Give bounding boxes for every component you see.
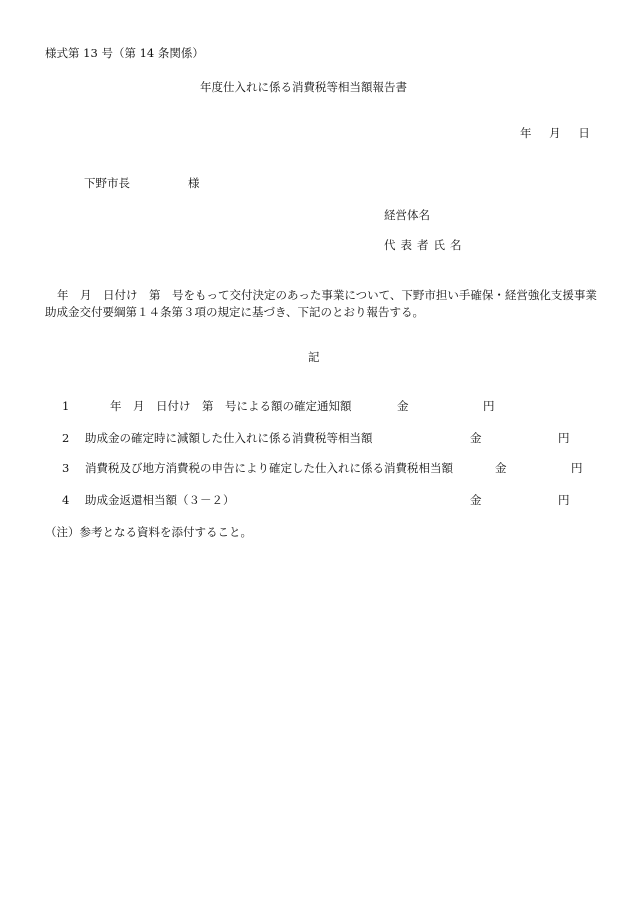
report-date [520, 126, 590, 140]
date-year-label: 年 [520, 126, 532, 140]
item-label: 消費税及び地方消費税の申告により確定した仕入れに係る消費税相当額 [85, 461, 453, 475]
addressee-honorific: 様 [188, 176, 200, 190]
item-unit: 円 [558, 493, 570, 507]
form-number: 様式第 13 号（第 14 条関係） [45, 46, 204, 60]
item-unit: 円 [483, 399, 495, 413]
note-text: （注）参考となる資料を添付すること。 [45, 525, 252, 539]
addressee-name: 下野市長 [84, 176, 130, 190]
item-label: 助成金の確定時に減額した仕入れに係る消費税等相当額 [85, 431, 373, 445]
addressee [84, 176, 200, 190]
list-item [0, 399, 630, 413]
report-body-text: 年 月 日付け 第 号をもって交付決定のあった事業について、下野市担い手確保・経営強化支援事業助成金交付要綱第１４条第３項の規定に基づき、下記のとおり報告する。 [45, 288, 597, 319]
date-day-label: 日 [578, 126, 590, 140]
item-number: 3 [62, 461, 70, 475]
list-item [0, 461, 630, 475]
item-number: 2 [62, 431, 70, 445]
item-amount-prefix: 金 [397, 399, 409, 413]
document-title: 年度仕入れに係る消費税等相当額報告書 [200, 80, 407, 94]
company-name-label: 経営体名 [384, 208, 430, 222]
list-item [0, 493, 630, 507]
ki-heading: 記 [308, 350, 320, 364]
item-label: 助成金返還相当額（３－２） [85, 493, 235, 507]
item-number: 1 [62, 399, 70, 413]
item-number: 4 [62, 493, 70, 507]
date-month-label: 月 [549, 126, 561, 140]
item-label: 年 月 日付け 第 号による額の確定通知額 [110, 399, 352, 413]
item-unit: 円 [558, 431, 570, 445]
list-item [0, 431, 630, 445]
representative-name-label: 代表者氏名 [384, 238, 467, 252]
item-amount-prefix: 金 [470, 431, 482, 445]
item-amount-prefix: 金 [470, 493, 482, 507]
item-unit: 円 [571, 461, 583, 475]
item-amount-prefix: 金 [495, 461, 507, 475]
